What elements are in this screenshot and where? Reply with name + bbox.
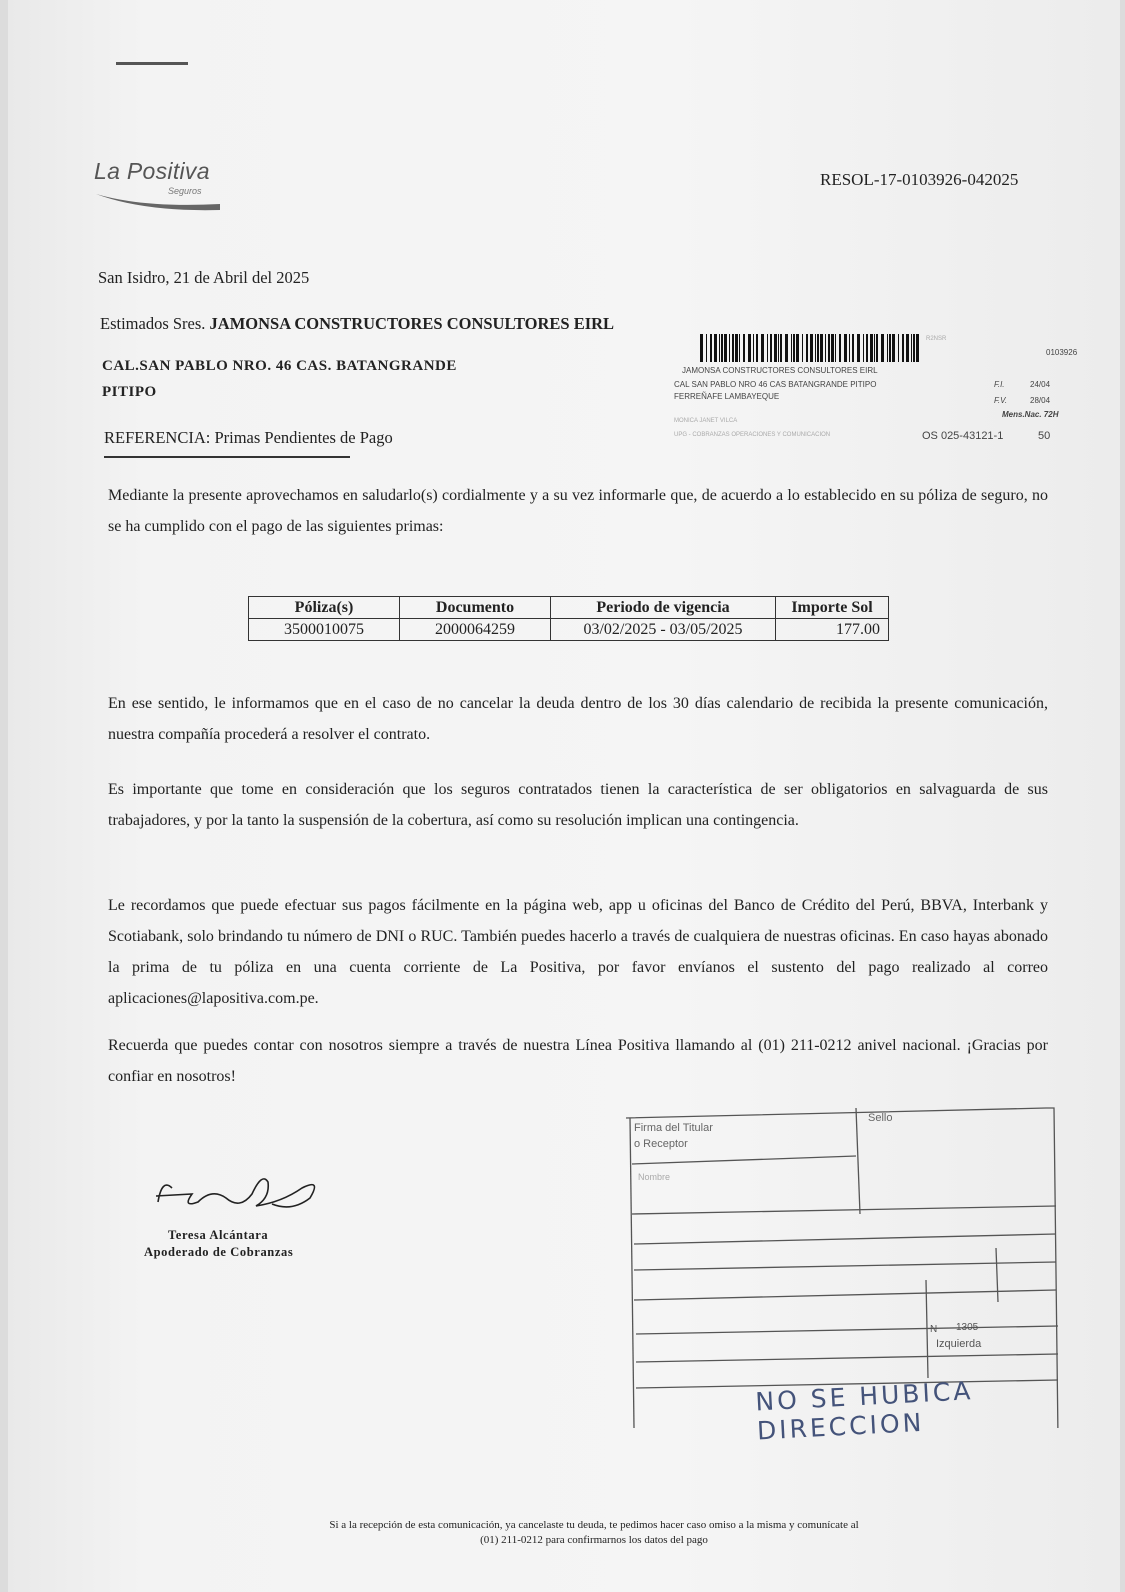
logo-subtitle: Seguros (168, 186, 202, 196)
stamp-sello: Sello (868, 1112, 893, 1124)
letter-page (8, 0, 1120, 1592)
address-line-1: CAL.SAN PABLO NRO. 46 CAS. BATANGRANDE (102, 358, 457, 374)
label-faint-name: MONICA JANET VILCA (674, 418, 738, 424)
table-header-row (249, 597, 889, 619)
logo-name: La Positiva (94, 158, 210, 184)
paragraph-contact: Recuerda que puedes contar con nosotros siempre a través de nuestra Línea Positiva llamando al (01) 211-0212 anivel nacional. ¡Gracias por confiar en nosotros! (108, 1037, 1048, 1085)
greeting-prefix: Estimados Sres. (100, 314, 206, 333)
stamp-izquierda: Izquierda (936, 1338, 982, 1350)
fv-value: 28/04 (1030, 396, 1051, 405)
greeting (100, 314, 614, 334)
logo-swoosh-icon (94, 188, 224, 212)
reference (104, 428, 393, 448)
col-documento: Documento (400, 597, 551, 619)
os-number: OS 025-43121-1 (922, 430, 1004, 442)
handwritten-note: NO SE HUBICA DIRECCION (754, 1376, 975, 1446)
cell-importe: 177.00 (776, 619, 889, 641)
table-row (249, 619, 889, 641)
stamp-receptor: o Receptor (634, 1138, 688, 1150)
label-faint-dept: UPG - COBRANZAS OPERACIONES Y COMUNICACION (674, 432, 831, 438)
letter-date: San Isidro, 21 de Abril del 2025 (98, 268, 310, 287)
stamp-n-label: N (930, 1324, 938, 1335)
footer-line-2: (01) 211-0212 para confirmarnos los datos del pago (480, 1534, 708, 1546)
company-logo (94, 158, 234, 218)
resolution-code: RESOL-17-0103926-042025 (820, 170, 1019, 189)
paragraph-deadline: En ese sentido, le informamos que en el caso de no cancelar la deuda dentro de los 30 días calendario de recibida la presente comunicación, nuestra compañía procederá a resolver el contrato. (108, 695, 1048, 743)
premiums-table (248, 596, 889, 641)
intro-paragraph: Mediante la presente aprovechamos en saludarlo(s) cordialmente y a su vez informarle que, de acuerdo a lo establecido en su póliza de seguro, no se ha cumplido con el pago de las siguientes primas: (108, 487, 1048, 535)
barcode-suffix: R2NSR (926, 336, 947, 342)
paragraph-payment: Le recordamos que puede efectuar sus pagos fácilmente en la página web, app u oficinas del Banco de Crédito del Perú, BBVA, Interbank y Scotiabank, solo brindando tu número de DNI o RUC. También puedes hacerlo a través de cualquiera de nuestras oficinas. En caso hayas abonado la prima de tu póliza en una cuenta corriente de La Positiva, por favor envíanos el sustento del pago realizado al correo aplicaciones@lapositiva.com.pe. (108, 897, 1048, 1007)
cell-periodo: 03/02/2025 - 03/05/2025 (551, 619, 776, 641)
col-poliza: Póliza(s) (249, 597, 400, 619)
os-count: 50 (1038, 430, 1051, 442)
address-line-2: PITIPO (102, 384, 157, 400)
col-importe: Importe Sol (776, 597, 889, 619)
stamp-titular: Firma del Titular (634, 1122, 713, 1134)
label-code: 0103926 (1046, 348, 1078, 357)
stamp-nombre: Nombre (638, 1172, 671, 1182)
label-address: CAL SAN PABLO NRO 46 CAS BATANGRANDE PITIPO (674, 380, 877, 389)
footer-note (244, 1518, 944, 1548)
mail-label (672, 334, 1092, 458)
reference-text: Primas Pendientes de Pago (214, 428, 393, 447)
stamp-n-value: 1305 (956, 1322, 979, 1333)
top-mark (116, 62, 188, 65)
col-periodo: Periodo de vigencia (551, 597, 776, 619)
barcode-icon (700, 334, 922, 362)
paragraph-obligatory: Es importante que tome en consideración que los seguros contratados tienen la característica de ser obligatorios en salvaguarda de sus trabajadores, y por la tanto la suspensión de la cobertura, así como su resolución implican una contingencia. (108, 781, 1048, 829)
reference-label: REFERENCIA: (104, 428, 211, 447)
cell-poliza: 3500010075 (249, 619, 400, 641)
signature-image (152, 1158, 322, 1222)
fi-label: F.I. (994, 380, 1005, 389)
cell-documento: 2000064259 (400, 619, 551, 641)
footer-line-1: Si a la recepción de esta comunicación, ya cancelaste tu deuda, te pedimos hacer caso omiso a la misma y comunícate al (329, 1519, 859, 1531)
fv-label: F.V. (994, 396, 1008, 405)
label-name: JAMONSA CONSTRUCTORES CONSULTORES EIRL (682, 366, 878, 375)
reference-underline (104, 456, 350, 458)
fi-value: 24/04 (1030, 380, 1051, 389)
signer-name: Teresa Alcántara (168, 1228, 269, 1242)
recipient-name: JAMONSA CONSTRUCTORES CONSULTORES EIRL (209, 314, 615, 333)
signer-role: Apoderado de Cobranzas (144, 1245, 294, 1259)
label-district: FERREÑAFE LAMBAYEQUE (674, 392, 780, 401)
mens-nac: Mens.Nac. 72H (1002, 410, 1059, 419)
